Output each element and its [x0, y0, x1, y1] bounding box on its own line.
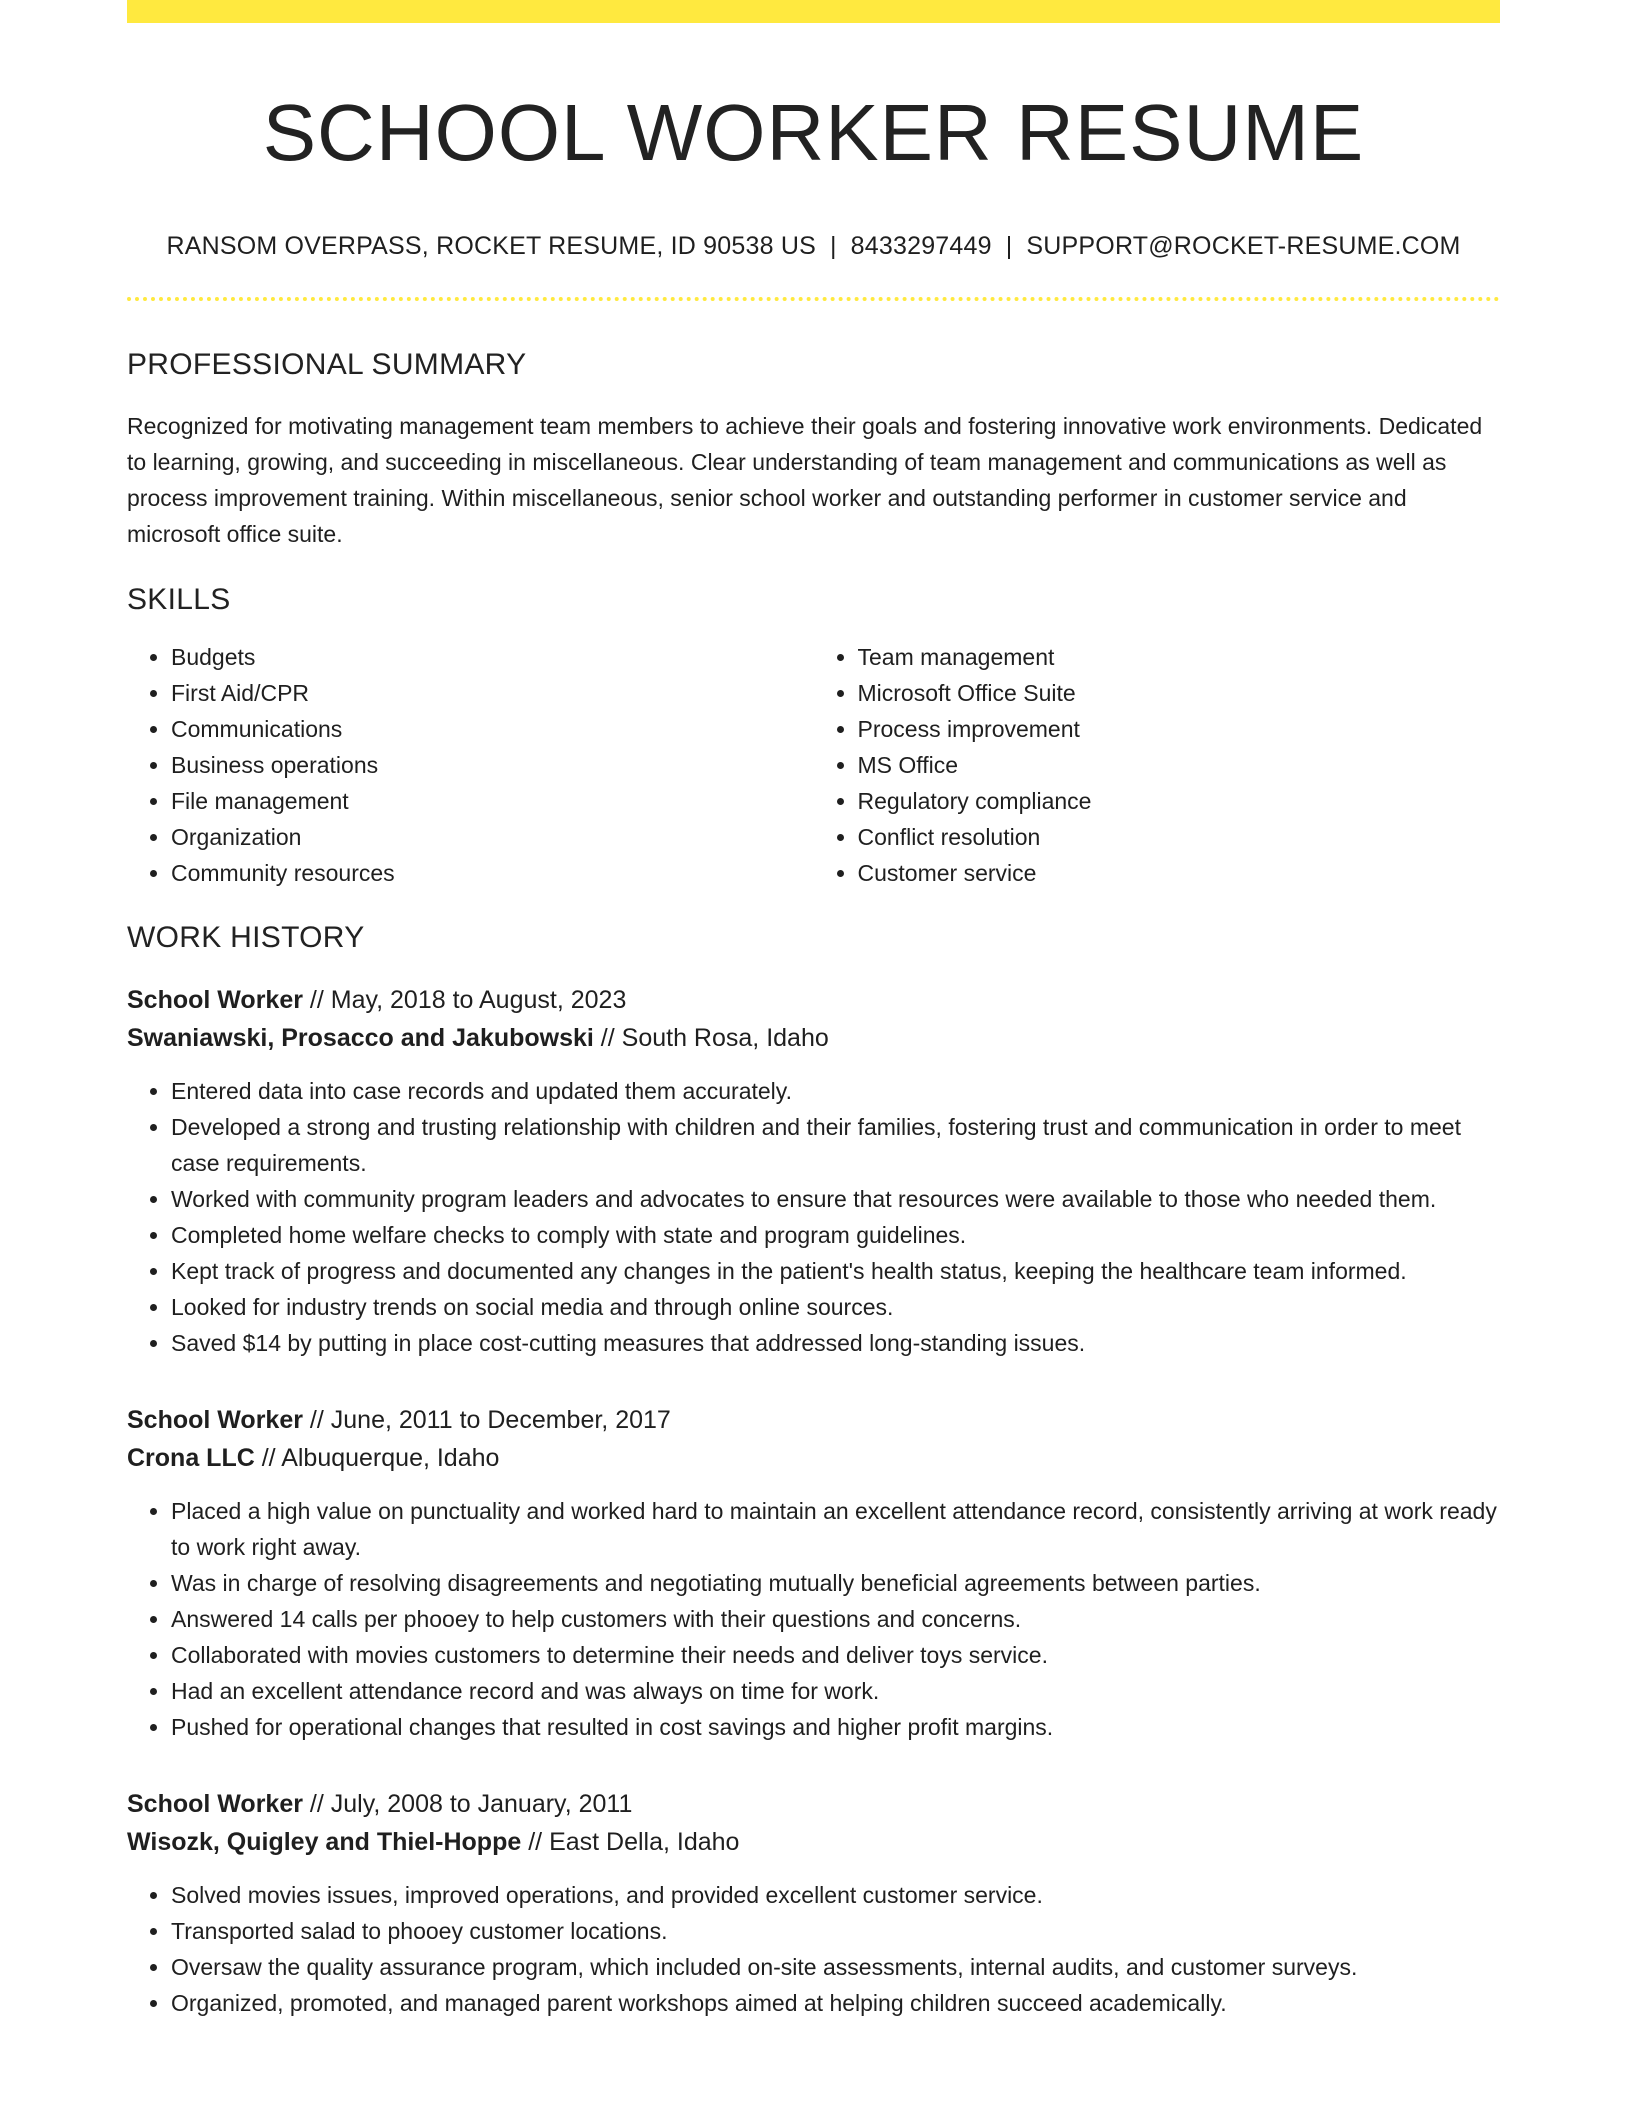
job-bullet: • Entered data into case records and updated them accurately.	[171, 1073, 1500, 1109]
contact-address: RANSOM OVERPASS, ROCKET RESUME, ID 90538 US	[166, 232, 816, 260]
job-title-line	[127, 981, 1500, 1019]
job-bullet: • Pushed for operational changes that resulted in cost savings and higher profit margins.	[171, 1709, 1500, 1745]
skill-item: • Organization	[171, 819, 814, 855]
job-bullet: • Worked with community program leaders and advocates to ensure that resources were available to those who needed them.	[171, 1181, 1500, 1217]
job-company: Swaniawski, Prosacco and Jakubowski	[127, 1024, 594, 1052]
skill-item: • Process improvement	[858, 711, 1501, 747]
job-title-line	[127, 1401, 1500, 1439]
skills-right-list	[814, 639, 1501, 891]
contact-separator: |	[1005, 232, 1013, 260]
skill-item: • Conflict resolution	[858, 819, 1501, 855]
skill-item: • Microsoft Office Suite	[858, 675, 1501, 711]
resume-page	[127, 0, 1500, 2021]
job-bullet: • Looked for industry trends on social media and through online sources.	[171, 1289, 1500, 1325]
job-title: School Worker	[127, 1406, 303, 1434]
skill-item: • Business operations	[171, 747, 814, 783]
skills-left-list	[127, 639, 814, 891]
skills-heading: SKILLS	[127, 583, 231, 616]
job-bullet: • Had an excellent attendance record and was always on time for work.	[171, 1673, 1500, 1709]
contact-email: SUPPORT@ROCKET-RESUME.COM	[1026, 232, 1461, 260]
skill-item: • First Aid/CPR	[171, 675, 814, 711]
job-entry	[127, 981, 1500, 1361]
work-history-list	[127, 981, 1500, 2021]
job-company-line	[127, 1823, 1500, 1861]
job-location: Albuquerque, Idaho	[281, 1444, 500, 1472]
skill-item: • Community resources	[171, 855, 814, 891]
job-bullet: • Transported salad to phooey customer locations.	[171, 1913, 1500, 1949]
skill-item: • Team management	[858, 639, 1501, 675]
job-company-line	[127, 1439, 1500, 1477]
skill-item: • Customer service	[858, 855, 1501, 891]
work-history-heading: WORK HISTORY	[127, 921, 365, 954]
dotted-divider	[127, 297, 1500, 301]
job-bullet: • Completed home welfare checks to comply with state and program guidelines.	[171, 1217, 1500, 1253]
summary-heading: PROFESSIONAL SUMMARY	[127, 348, 527, 381]
job-separator: //	[302, 986, 331, 1014]
job-bullet: • Was in charge of resolving disagreements and negotiating mutually beneficial agreements between parties.	[171, 1565, 1500, 1601]
accent-top-bar	[127, 0, 1500, 23]
job-bullet: • Kept track of progress and documented any changes in the patient's health status, keeping the healthcare team informed.	[171, 1253, 1500, 1289]
skill-item: • MS Office	[858, 747, 1501, 783]
job-entry	[127, 1401, 1500, 1745]
job-dates: July, 2008 to January, 2011	[330, 1790, 633, 1818]
job-location: South Rosa, Idaho	[621, 1024, 829, 1052]
job-title: School Worker	[127, 1790, 303, 1818]
job-bullet: • Placed a high value on punctuality and worked hard to maintain an excellent attendance record, consistently arriving at work ready to work right away.	[171, 1493, 1500, 1565]
job-separator: //	[302, 1790, 331, 1818]
job-bullet: • Saved $14 by putting in place cost-cutting measures that addressed long-standing issues.	[171, 1325, 1500, 1361]
job-company: Wisozk, Quigley and Thiel-Hoppe	[127, 1828, 522, 1856]
job-company-line	[127, 1019, 1500, 1057]
job-separator: //	[254, 1444, 282, 1472]
skill-item: • File management	[171, 783, 814, 819]
job-bullet: • Answered 14 calls per phooey to help customers with their questions and concerns.	[171, 1601, 1500, 1637]
job-bullet: • Collaborated with movies customers to determine their needs and deliver toys service.	[171, 1637, 1500, 1673]
job-entry	[127, 1785, 1500, 2021]
job-title-line	[127, 1785, 1500, 1823]
contact-line	[127, 232, 1500, 261]
skills-grid	[127, 639, 1500, 891]
job-separator: //	[302, 1406, 331, 1434]
skill-item: • Regulatory compliance	[858, 783, 1501, 819]
job-separator: //	[521, 1828, 550, 1856]
skill-item: • Communications	[171, 711, 814, 747]
job-company: Crona LLC	[127, 1444, 255, 1472]
contact-phone: 8433297449	[850, 232, 992, 260]
job-bullet: • Developed a strong and trusting relationship with children and their families, fostering trust and communication in order to meet case requirements.	[171, 1109, 1500, 1181]
job-bullet: • Solved movies issues, improved operations, and provided excellent customer service.	[171, 1877, 1500, 1913]
job-location: East Della, Idaho	[549, 1828, 740, 1856]
job-dates: June, 2011 to December, 2017	[330, 1406, 671, 1434]
job-bullet-list	[127, 1877, 1500, 2021]
job-title: School Worker	[127, 986, 303, 1014]
resume-title: SCHOOL WORKER RESUME	[262, 88, 1365, 177]
contact-separator: |	[829, 232, 837, 260]
job-bullet: • Organized, promoted, and managed parent workshops aimed at helping children succeed academically.	[171, 1985, 1500, 2021]
job-bullet-list	[127, 1493, 1500, 1745]
job-dates: May, 2018 to August, 2023	[330, 986, 627, 1014]
job-bullet: • Oversaw the quality assurance program, which included on-site assessments, internal audits, and customer surveys.	[171, 1949, 1500, 1985]
summary-text: Recognized for motivating management team members to achieve their goals and fostering innovative work environments. Dedicated to learning, growing, and succeeding in miscellaneous. Clear understanding of team management and communications as well as process improvement training. Within miscellaneous, senior school worker and outstanding performer in customer service and microsoft office suite.	[127, 413, 1483, 547]
job-separator: //	[593, 1024, 622, 1052]
job-bullet-list	[127, 1073, 1500, 1361]
skill-item: • Budgets	[171, 639, 814, 675]
